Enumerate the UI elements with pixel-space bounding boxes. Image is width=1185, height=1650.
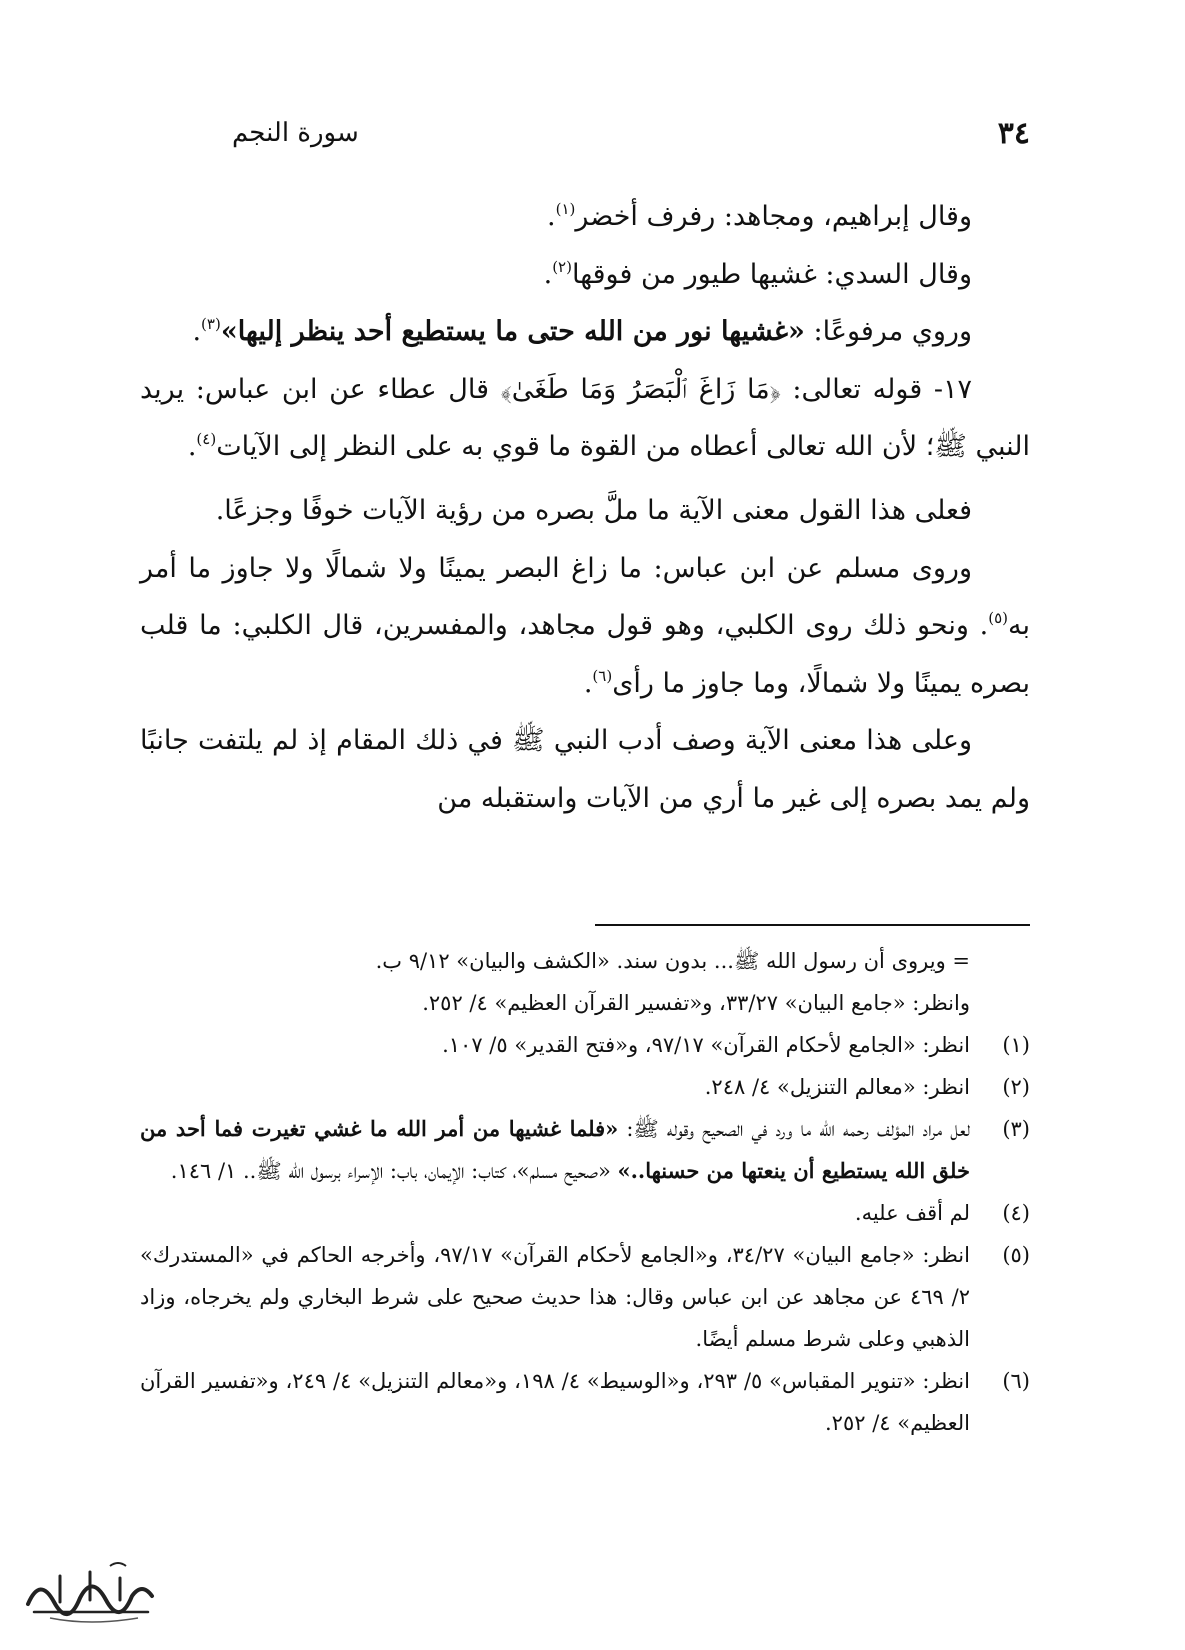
- footnote-separator: [595, 924, 1030, 926]
- footnote-continuation-2: وانظر: «جامع البيان» ٣٣/٢٧، و«تفسير القرآن العظيم» ٤/ ٢٥٢.: [422, 991, 970, 1015]
- footnote-number: (١): [1002, 1033, 1030, 1057]
- footnote-ref: (٥): [988, 608, 1008, 627]
- footnote-text: لم أقف عليه.: [854, 1201, 970, 1225]
- footnote-number: (٥): [1002, 1243, 1030, 1267]
- surah-title: سورة النجم: [232, 118, 359, 148]
- footnote-continuation-1: = ويروى أن رسول الله ﷺ... بدون سند. «الكشف والبيان» ٩/١٢ ب.: [375, 949, 970, 973]
- footnote-text: لعل مراد المؤلف رحمه الله ما ورد في الصحيح وقوله ﷺ:: [618, 1117, 970, 1141]
- footnote-text: انظر: «الجامع لأحكام القرآن» ٩٧/١٧، و«فتح القدير» ٥/ ١٠٧.: [442, 1033, 970, 1057]
- footnote-ref: (٦): [592, 666, 613, 685]
- page-header: [140, 112, 1030, 162]
- footnote-text: انظر: «تنوير المقباس» ٥/ ٢٩٣، و«الوسيط» ٤/ ١٩٨، و«معالم التنزيل» ٤/ ٢٤٩، و«تفسير القرآن العظيم» ٤/ ٢٥٢.: [140, 1369, 970, 1435]
- publisher-logo-icon: [20, 1556, 160, 1626]
- footnote-number: (٦): [1002, 1369, 1030, 1393]
- footnotes: [140, 940, 1030, 1444]
- footnote-ref: (٤): [196, 430, 217, 449]
- paragraph-2: وقال السدي: غشيها طيور من فوقها$^{(٢)}$.: [543, 257, 972, 290]
- footnote-5: [140, 1234, 1030, 1360]
- footnote-6: [140, 1360, 1030, 1444]
- footnote-number: (٤): [1002, 1201, 1030, 1225]
- footnote-2: [140, 1066, 1030, 1108]
- paragraph-4: ١٧- قوله تعالى: ﴿مَا زَاغَ ٱلْبَصَرُ وَمَا طَغَىٰ﴾ قال عطاء عن ابن عباس: يريد النبي ﷺ؛ لأن الله تعالى أعطاه من القوة ما قوي به على النظر إلى الآيات$^{(٤)}$.: [140, 373, 1030, 463]
- footnote-1: [140, 1024, 1030, 1066]
- footnote-text: انظر: «معالم التنزيل» ٤/ ٢٤٨.: [704, 1075, 970, 1099]
- quoted-hadith: «غشيها نور من الله حتى ما يستطيع أحد ينظر إليها»: [220, 316, 805, 348]
- paragraph-6: وروى مسلم عن ابن عباس: ما زاغ البصر يمينًا ولا شمالًا ولا جاوز ما أمر به$^{(٥)}$. ونحو ذلك روى الكلبي، وهو قول مجاهد، والمفسرين، قال الكلبي: ما قلب بصره يمينًا ولا شمالًا، وما جاوز ما رأى$^{(٦)}$.: [140, 552, 1030, 699]
- footnote-ref: (١): [555, 199, 576, 218]
- paragraph-7: وعلى هذا معنى الآية وصف أدب النبي ﷺ في ذلك المقام إذ لم يلتفت جانبًا ولم يمد بصره إلى غير ما أري من الآيات واستقبله من: [140, 725, 1030, 814]
- footnote-number: (٣): [1002, 1117, 1030, 1141]
- paragraph-3: وروي مرفوعًا: «غشيها نور من الله حتى ما يستطيع أحد ينظر إليها»$^{(٣)}$.: [192, 314, 972, 348]
- footnote-quote: «فلما غشيها من أمر الله ما غشي تغيرت فما أحد من خلق الله يستطيع أن ينعتها من حسنها..»: [140, 1116, 970, 1183]
- footnote-text: انظر: «جامع البيان» ٣٤/٢٧، و«الجامع لأحكام القرآن» ٩٧/١٧، وأخرجه الحاكم في «المستدرك» ٢/ ٤٦٩ عن مجاهد عن ابن عباس وقال: هذا حديث صحيح على شرط البخاري ولم يخرجاه، وزاد الذهبي وعلى شرط مسلم أيضًا.: [140, 1243, 970, 1351]
- paragraph-1: وقال إبراهيم، ومجاهد: رفرف أخضر$^{(١)}$.: [547, 199, 972, 232]
- footnote-ref: (٣): [201, 314, 221, 333]
- main-text: [140, 188, 1030, 828]
- footnote-ref: (٢): [552, 257, 572, 276]
- page-number: ٣٤: [997, 116, 1030, 151]
- footnote-text: «صحيح مسلم»، كتاب: الإيمان، باب: الإسراء برسول الله ﷺ.. ١/ ١٤٦.: [170, 1159, 618, 1183]
- paragraph-5: فعلى هذا القول معنى الآية ما ملَّ بصره من رؤية الآيات خوفًا وجزعًا.: [215, 494, 972, 526]
- footnote-4: [140, 1192, 1030, 1234]
- footnote-3: [140, 1108, 1030, 1192]
- footnote-number: (٢): [1002, 1075, 1030, 1099]
